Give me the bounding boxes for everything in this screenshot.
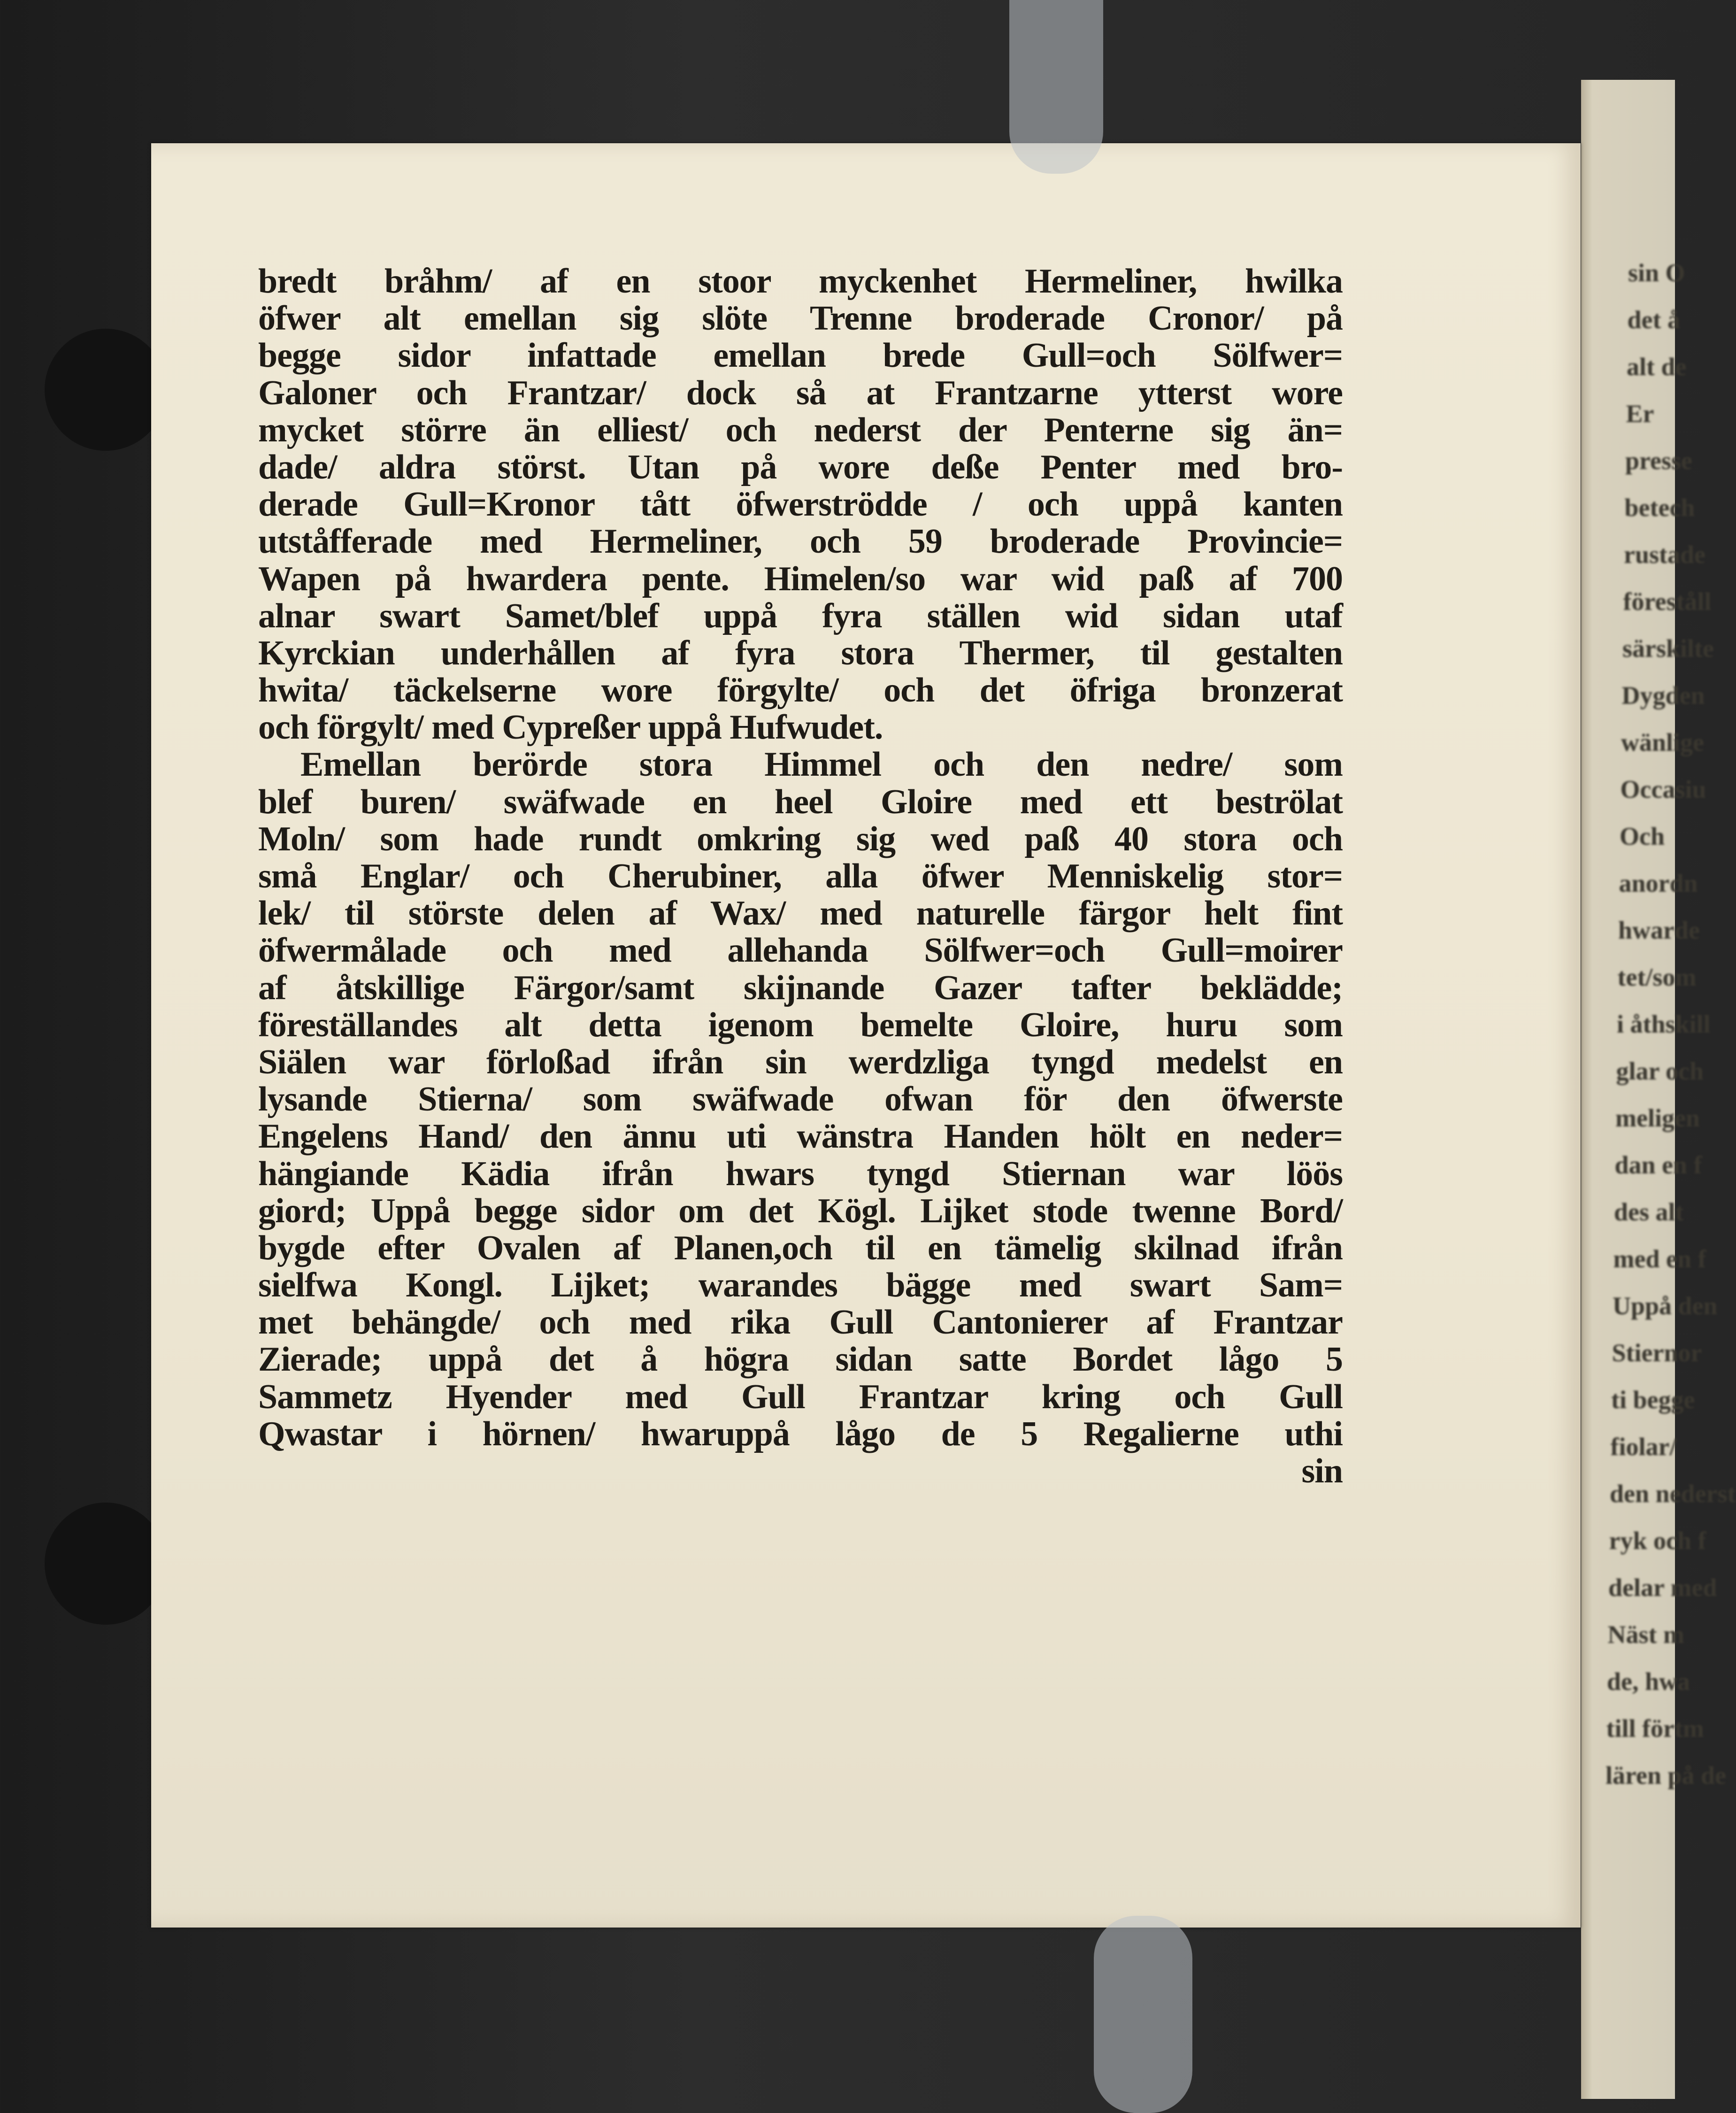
text-line: utståfferade med Hermeliner, och 59 broderade Provincie= — [258, 522, 1343, 561]
text-line: hwita/ täckelserne wore förgylte/ och det öfriga bronzerat — [258, 671, 1343, 710]
facing-text-line: betech — [1624, 494, 1695, 522]
facing-text-line: dan en f — [1614, 1151, 1702, 1179]
facing-text-line: ti begge — [1611, 1386, 1695, 1414]
text-line: små Englar/ och Cherubiner, alla öfwer Menniskelig stor= — [258, 857, 1343, 895]
facing-text-line: särskilte — [1622, 634, 1714, 663]
facing-text-line: des alt — [1614, 1198, 1684, 1226]
text-line: dade/ aldra störst. Utan på wore deße Penter med bro- — [258, 447, 1343, 486]
text-line: Qwastar i hörnen/ hwaruppå lågo de 5 Regalierne uthi — [258, 1414, 1343, 1453]
facing-text-line: Occasiu — [1620, 775, 1706, 803]
text-line: lek/ til störste delen af Wax/ med naturelle färgor helt fint — [258, 894, 1343, 933]
facing-text-line: lären på de — [1605, 1761, 1727, 1789]
page-clip-bottom — [1094, 1916, 1192, 2113]
text-line: Kyrckian underhållen af fyra stora Thermer, til gestalten — [258, 633, 1343, 672]
text-line: Galoner och Frantzar/ dock så at Frantzarne ytterst wore — [258, 373, 1343, 412]
text-line: Wapen på hwardera pente. Himelen/so war wid paß af 700 — [258, 559, 1343, 598]
scanner-tab-left-lower — [45, 1503, 167, 1625]
text-line: bygde efter Ovalen af Planen,och til en tämelig skilnad ifrån — [258, 1228, 1343, 1267]
facing-text-line: Uppå den — [1613, 1292, 1718, 1320]
text-line: Moln/ som hade rundt omkring sig wed paß 40 stora och — [258, 819, 1343, 858]
facing-text-line: Och — [1620, 822, 1665, 850]
text-line: derade Gull=Kronor tått öfwerströdde / och uppå kanten — [258, 485, 1343, 524]
scanner-tab-left-upper — [45, 329, 167, 451]
text-line: Engelens Hand/ den ännu uti wänstra Handen hölt en neder= — [258, 1117, 1343, 1156]
text-line: Siälen war förloßad ifrån sin werdzliga tyngd medelst en — [258, 1042, 1343, 1081]
facing-text-line: sin O — [1628, 259, 1685, 287]
text-line: hängiande Kädia ifrån hwars tyngd Stiernan war löös — [258, 1154, 1343, 1193]
facing-text-line: Dygden — [1621, 681, 1705, 709]
facing-text-line: wänlige — [1621, 728, 1705, 756]
facing-text-line: Stiernor — [1612, 1339, 1702, 1367]
text-line: giord; Uppå begge sidor om det Kögl. Lijket stode twenne Bord/ — [258, 1191, 1343, 1230]
text-line: met behängde/ och med rika Gull Cantonierer af Frantzar — [258, 1303, 1343, 1342]
text-line: föreställandes alt detta igenom bemelte Gloire, huru som — [258, 1005, 1343, 1044]
facing-text-line: hwarde — [1618, 916, 1700, 944]
page-clip-top — [1009, 0, 1103, 174]
text-line: af åtskillige Färgor/samt skijnande Gazer tafter beklädde; — [258, 968, 1343, 1007]
text-line: och förgylt/ med Cypreßer uppå Hufwudet. — [258, 708, 883, 747]
facing-text-line: den nederst — [1610, 1480, 1736, 1508]
facing-text-line: meligen — [1615, 1104, 1700, 1132]
text-line: sielfwa Kongl. Lijket; warandes bägge med swart Sam= — [258, 1266, 1343, 1305]
text-line: Sammetz Hyender med Gull Frantzar kring och Gull — [258, 1377, 1343, 1416]
facing-text-line: Er — [1626, 400, 1654, 428]
text-line: Emellan berörde stora Himmel och den nedre/ som — [300, 745, 1343, 784]
text-line: lysande Stierna/ som swäfwade ofwan för den öfwerste — [258, 1080, 1343, 1119]
facing-text-line: med en f — [1613, 1245, 1706, 1273]
text-line: Zierade; uppå det å högra sidan satte Bordet lågo 5 — [258, 1340, 1343, 1379]
text-line: sin — [1301, 1452, 1343, 1490]
facing-text-line: de, hwa — [1607, 1667, 1690, 1696]
text-line: öfwer alt emellan sig slöte Trenne broderade Cronor/ på — [258, 299, 1343, 338]
facing-text-line: Näst m — [1607, 1620, 1684, 1649]
text-line: alnar swart Samet/blef uppå fyra ställen wid sidan utaf — [258, 596, 1343, 635]
text-line: bredt bråhm/ af en stoor myckenhet Hermeliner, hwilka — [258, 262, 1343, 301]
facing-text-line: fiolar/ — [1610, 1433, 1677, 1461]
text-line: mycket större än elliest/ och nederst der Penterne sig än= — [258, 410, 1343, 449]
facing-text-line: glar och — [1616, 1057, 1704, 1085]
facing-page-fragment — [1581, 80, 1736, 2099]
facing-text-line: föreståll — [1623, 587, 1712, 616]
facing-text-line: till förtm — [1606, 1714, 1704, 1743]
facing-text-line: alt de — [1627, 353, 1687, 381]
facing-text-line: anordn — [1619, 869, 1698, 897]
facing-text-line: presse — [1625, 447, 1692, 475]
facing-text-line: i åthskill — [1617, 1010, 1711, 1038]
text-line: begge sidor infattade emellan brede Gull=och Sölfwer= — [258, 336, 1343, 375]
text-line: blef buren/ swäfwade en heel Gloire med ett beströlat — [258, 782, 1343, 821]
facing-text-line: rustade — [1624, 540, 1705, 569]
text-line: öfwermålade och med allehanda Sölfwer=och Gull=moirer — [258, 931, 1343, 970]
facing-text-line: tet/som — [1617, 963, 1697, 991]
facing-text-line: delar med — [1608, 1573, 1717, 1602]
facing-text-line: ryk och f — [1609, 1527, 1706, 1555]
page-body-text — [258, 263, 1343, 1490]
facing-text-line: det å — [1627, 306, 1680, 334]
